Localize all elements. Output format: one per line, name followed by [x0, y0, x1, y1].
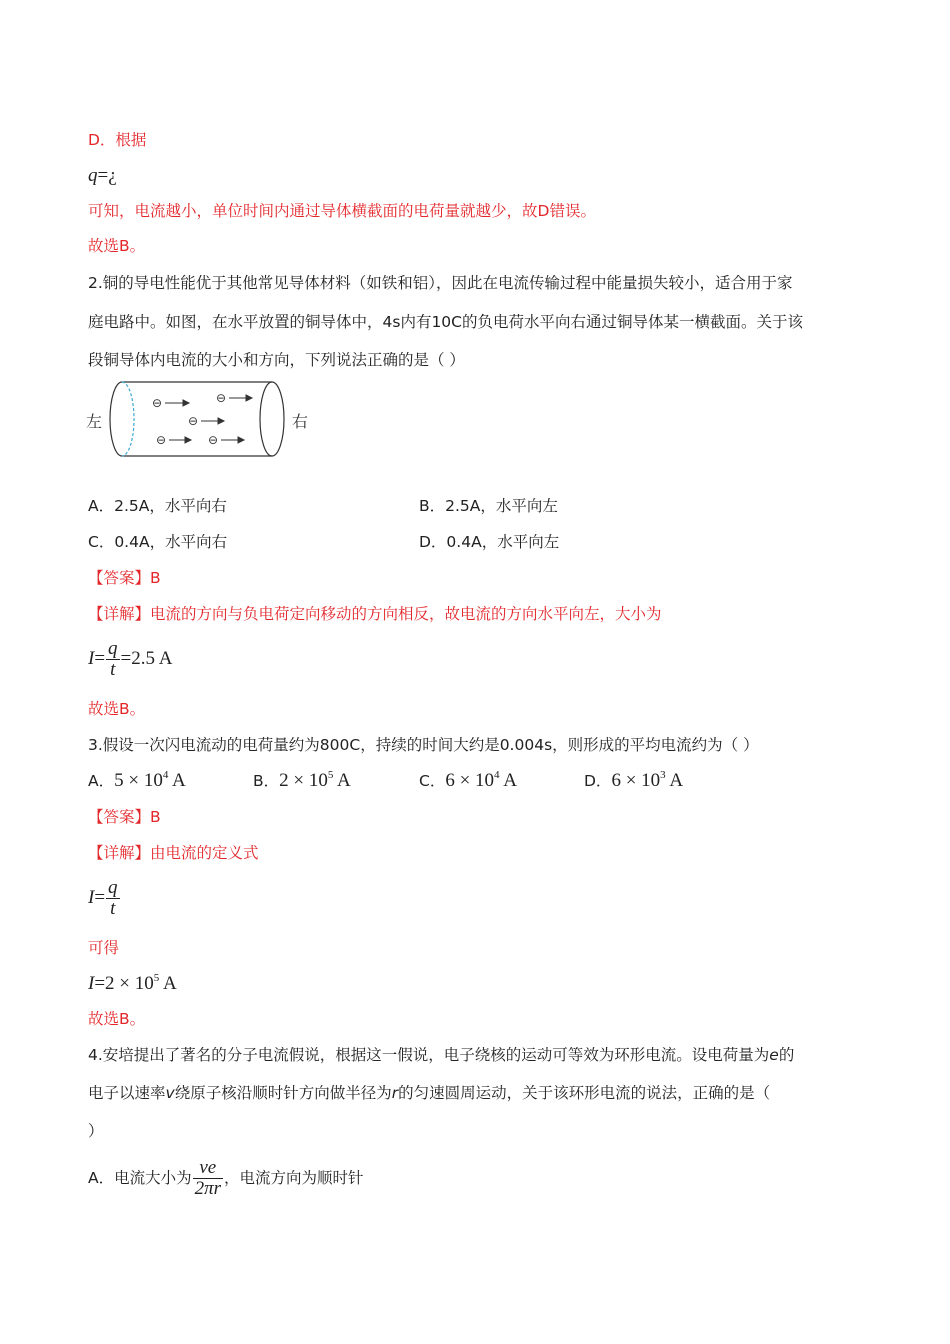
formula-lhs: I	[88, 973, 95, 994]
q3-stem: 3.假设一次闪电流动的电荷量约为800C，持续的时间大约是0.004s，则形成的平均电流约为（ ）	[88, 736, 759, 754]
stem-text: 电子以速率	[88, 1084, 166, 1102]
q1-formula	[88, 166, 117, 186]
q3-option-b	[253, 771, 351, 791]
stem-text: 的匀速圆周运动，关于该环形电流的说法，正确的是（	[398, 1084, 771, 1102]
q2-option-d: D．0.4A，水平向左	[419, 533, 560, 551]
q3-can-get: 可得	[88, 939, 120, 957]
q3-formula-definition	[88, 876, 121, 920]
option-label: B．	[253, 772, 280, 790]
stem-var-e: e	[769, 1046, 779, 1064]
figure-right-label: 右	[292, 412, 309, 431]
q2-option-a: A．2.5A，水平向右	[88, 497, 227, 515]
q1-conclusion: 可知，电流越小，单位时间内通过导体横截面的电荷量就越少，故D错误。	[88, 202, 596, 220]
charge-symbol-5: ⊖	[208, 433, 219, 447]
fraction-denominator: t	[110, 898, 116, 920]
charge-symbol-2: ⊖	[216, 391, 227, 405]
fraction-denominator: 2πr	[194, 1178, 222, 1199]
q2-option-c: C．0.4A，水平向右	[88, 533, 228, 551]
option-coef: 5 × 10	[114, 770, 163, 791]
q2-stem-line2: 庭电路中。如图，在水平放置的铜导体中，4s内有10C的负电荷水平向右通过铜导体某一横截面。关于该	[88, 313, 803, 331]
q1-choose: 故选B。	[88, 237, 146, 255]
q2-choose: 故选B。	[88, 700, 146, 718]
q3-choose: 故选B。	[88, 1010, 146, 1028]
stem-var-r: r	[391, 1084, 399, 1102]
q3-detail: 【详解】由电流的定义式	[88, 844, 259, 862]
option-exp: 4	[494, 769, 500, 781]
formula-eq: =	[94, 887, 106, 908]
cylinder-left-end-back	[122, 382, 134, 456]
formula-rhs: =2 × 10	[94, 973, 154, 994]
stem-text: 4.安培提出了著名的分子电流假说，根据这一假说，电子绕核的运动可等效为环形电流。设电荷量为	[88, 1046, 770, 1064]
formula-lhs: q	[88, 165, 98, 186]
arrowhead-icon	[218, 418, 224, 424]
q3-option-a	[88, 771, 186, 791]
formula-fraction	[106, 878, 120, 919]
cylinder-right-end	[260, 382, 284, 456]
formula-eq: =	[97, 165, 109, 186]
q2-option-b: B．2.5A，水平向左	[419, 497, 558, 515]
arrowhead-icon	[185, 437, 191, 443]
arrowhead-icon	[183, 400, 189, 406]
q3-answer: 【答案】B	[88, 808, 161, 826]
q1-option-d-label: D．根据	[88, 131, 147, 149]
fraction-numerator: q	[108, 877, 118, 899]
formula-rhs: ¿	[108, 165, 117, 186]
q4-stem-line3: ）	[88, 1122, 104, 1140]
option-exp: 5	[327, 769, 334, 781]
fraction-numerator: q	[108, 638, 118, 660]
q3-option-c	[419, 771, 517, 791]
option-label: C．	[419, 772, 446, 790]
q2-stem-line3: 段铜导体内电流的大小和方向，下列说法正确的是（ ）	[88, 351, 465, 369]
figure-left-label: 左	[86, 412, 103, 431]
option-exp: 4	[162, 769, 169, 781]
q2-stem-line1: 2.铜的导电性能优于其他常见导体材料（如铁和铝），因此在电流传输过程中能量损失较小，适合用于家	[88, 274, 793, 292]
q4-stem-line1	[88, 1045, 794, 1065]
stem-text: 的	[778, 1046, 795, 1064]
q4-option-a	[88, 1156, 364, 1200]
formula-exp: 5	[153, 972, 160, 984]
option-unit: A	[168, 770, 186, 791]
option-coef: 6 × 10	[611, 770, 661, 791]
stem-var-v: v	[165, 1084, 175, 1102]
arrowhead-icon	[246, 395, 252, 401]
formula-rhs: =2.5 A	[120, 648, 173, 669]
option-label: D．	[584, 772, 612, 790]
q2-answer: 【答案】B	[88, 569, 161, 587]
fraction-denominator: t	[110, 659, 116, 681]
q2-detail: 【详解】电流的方向与负电荷定向移动的方向相反，故电流的方向水平向左，大小为	[88, 605, 662, 623]
option-fraction	[193, 1158, 223, 1199]
q3-option-d	[584, 771, 683, 791]
formula-unit: A	[159, 973, 177, 994]
option-text: A．电流大小为	[88, 1169, 192, 1187]
option-exp: 3	[660, 769, 666, 781]
option-coef: 2 × 10	[279, 770, 328, 791]
option-unit: A	[665, 770, 684, 791]
formula-lhs: I	[88, 648, 95, 669]
arrowhead-icon	[238, 437, 244, 443]
copper-conductor-figure	[86, 376, 326, 466]
stem-text: 绕原子核沿顺时针方向做半径为	[174, 1084, 392, 1102]
charge-symbol-3: ⊖	[188, 414, 199, 428]
q4-stem-line2	[88, 1083, 770, 1103]
q2-formula: I= $\frac{q}{t}$ =2.5 A	[88, 638, 173, 681]
formula-fraction	[106, 639, 120, 680]
option-unit: A	[333, 770, 351, 791]
option-unit: A	[499, 770, 517, 791]
q3-formula-result	[88, 974, 177, 994]
cylinder-left-end-front	[110, 382, 122, 456]
formula-lhs: I	[88, 887, 95, 908]
fraction-numerator: ve	[193, 1158, 223, 1179]
option-coef: 6 × 10	[445, 770, 495, 791]
charge-symbol-4: ⊖	[156, 433, 167, 447]
option-label: A．	[88, 772, 115, 790]
charge-symbol-1: ⊖	[152, 396, 163, 410]
option-text: ，电流方向为顺时针	[224, 1169, 364, 1187]
